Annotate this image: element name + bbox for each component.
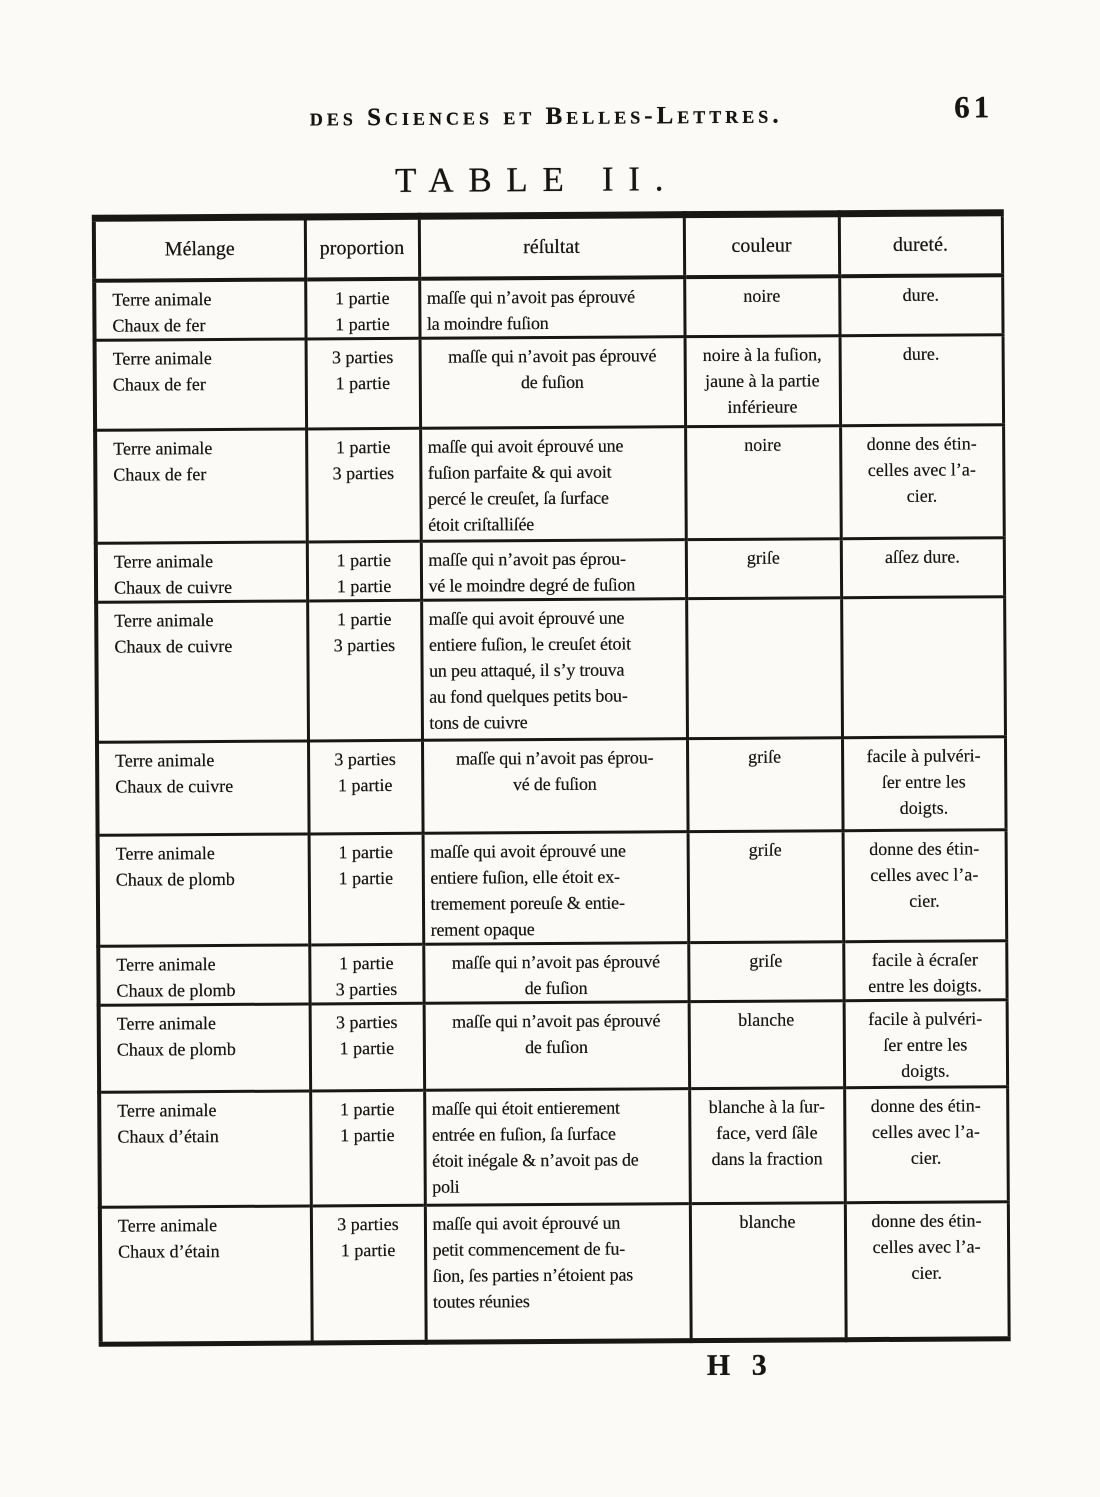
cell-resultat: maſſe qui n’avoit pas éprou- vé de fuſion [422,738,688,833]
cell-melange: Terre animale Chaux d’étain [99,1090,311,1206]
cell-durete: donne des étin- celles avec l’a- cier. [845,1201,1009,1339]
cell-melange: Terre animale Chaux de cuivre [97,740,309,834]
cell-durete: donne des étin- celles avec l’a- cier. [844,1086,1008,1202]
cell-couleur: griſe [686,538,841,598]
cell-proportion: 1 partie 3 parties [307,600,422,741]
table-row [97,736,1006,835]
cell-durete: donne des étin- celles avec l’a- cier. [843,829,1007,941]
cell-melange: Terre animale Chaux de cuivre [96,541,307,601]
cell-proportion: 1 partie 3 parties [306,428,421,542]
table-row [96,537,1004,602]
cell-couleur: blanche [689,1000,845,1088]
cell-couleur: griſe [687,737,843,831]
cell-proportion: 1 partie 1 partie [307,541,421,601]
cell-proportion: 1 partie 3 parties [309,944,423,1004]
cell-melange: Terre animale Chaux de plomb [99,1003,311,1091]
cell-resultat: maſſe qui étoit entierement entrée en fuſion, ſa ſurface étoit inégale & n’avoit pas de poli [424,1088,690,1205]
table-row [99,999,1008,1092]
cell-proportion: 3 parties 1 partie [311,1205,426,1343]
cell-couleur: noire [684,276,839,336]
cell-durete: aſſez dure. [841,537,1004,597]
cell-melange: Terre animale Chaux de fer [95,338,307,429]
cell-melange: Terre animale Chaux de plomb [98,833,310,945]
cell-resultat: maſſe qui n’avoit pas éprouvé de fuſion [424,1001,690,1090]
column-header-resultat: réſultat [419,215,684,279]
table-row [94,275,1002,340]
cell-durete: dure. [840,334,1004,425]
cell-melange: Terre animale Chaux de fer [94,279,305,340]
cell-proportion: 3 parties 1 partie [308,740,423,834]
column-header-proportion: proportion [305,216,419,279]
cell-resultat: maſſe qui avoit éprouvé un petit commencement de fu- ſion, ſes parties n’étoient pas toutes réunies [425,1203,691,1342]
cell-resultat: maſſe qui avoit éprouvé une fuſion parfaite & qui avoit percé le creuſet, ſa ſurface étoit criſtalliſée [420,426,686,541]
table-row [98,829,1007,946]
table-row [100,1201,1009,1344]
cell-couleur: noire à la fuſion, jaune à la partie inférieure [685,335,841,426]
cell-durete: facile à écraſer entre les doigts. [843,940,1006,1000]
cell-melange: Terre animale Chaux d’étain [100,1205,312,1343]
cell-durete: facile à pulvéri- ſer entre les doigts. [844,999,1008,1087]
header-row [94,213,1002,281]
page-number: 61 [954,89,994,125]
column-header-melange: Mélange [94,217,305,280]
cell-resultat: maſſe qui n’avoit pas éprouvé la moindre fuſion [419,277,684,338]
cell-couleur: blanche [690,1202,846,1340]
cell-couleur: noire [685,425,841,539]
cell-couleur: griſe [688,830,844,942]
cell-resultat: maſſe qui avoit éprouvé une entiere fuſion, le creuſet étoit un peu attaqué, il s’y trouva au fond quelques petits bou- tons de cuivre [421,598,687,740]
cell-resultat: maſſe qui n’avoit pas éprouvé de fuſion [420,336,686,428]
signature-mark: H 3 [706,1348,767,1383]
cell-proportion: 3 parties 1 partie [310,1003,425,1091]
table-row [95,334,1004,430]
cell-melange: Terre animale Chaux de plomb [98,944,309,1004]
running-header: des Sciences et Belles-Lettres. [309,101,783,132]
cell-resultat: maſſe qui n’avoit pas éprouvé de fuſion [423,942,688,1003]
cell-resultat: maſſe qui avoit éprouvé une entiere fuſion, elle étoit ex- tremement poreuſe & entie- rement opaque [423,831,689,944]
column-header-durete: dureté. [839,213,1002,276]
cell-durete: dure. [839,275,1002,335]
column-header-couleur: couleur [684,214,839,277]
table-row [99,1086,1008,1207]
cell-proportion: 1 partie 1 partie [309,833,424,945]
cell-melange: Terre animale Chaux de fer [95,428,307,542]
results-table [92,209,1010,1346]
cell-resultat: maſſe qui n’avoit pas éprou- vé le moindre degré de fuſion [421,539,686,600]
table-row [95,424,1004,543]
cell-couleur: blanche à la ſur- face, verd ſâle dans la fraction [689,1087,845,1203]
results-table-wrap [92,209,1007,1346]
table-row [98,940,1006,1005]
cell-durete [841,596,1005,737]
table-title: TABLE II. [394,159,679,200]
cell-proportion: 3 parties 1 partie [306,338,421,429]
cell-couleur: griſe [688,941,843,1001]
cell-proportion: 1 partie 1 partie [310,1090,425,1206]
cell-proportion: 1 partie 1 partie [305,278,419,338]
cell-durete: donne des étin- celles avec l’a- cier. [840,424,1004,538]
table-row [96,596,1005,742]
cell-couleur [686,597,842,738]
cell-durete: facile à pulvéri- ſer entre les doigts. [842,736,1006,830]
cell-melange: Terre animale Chaux de cuivre [96,600,308,741]
